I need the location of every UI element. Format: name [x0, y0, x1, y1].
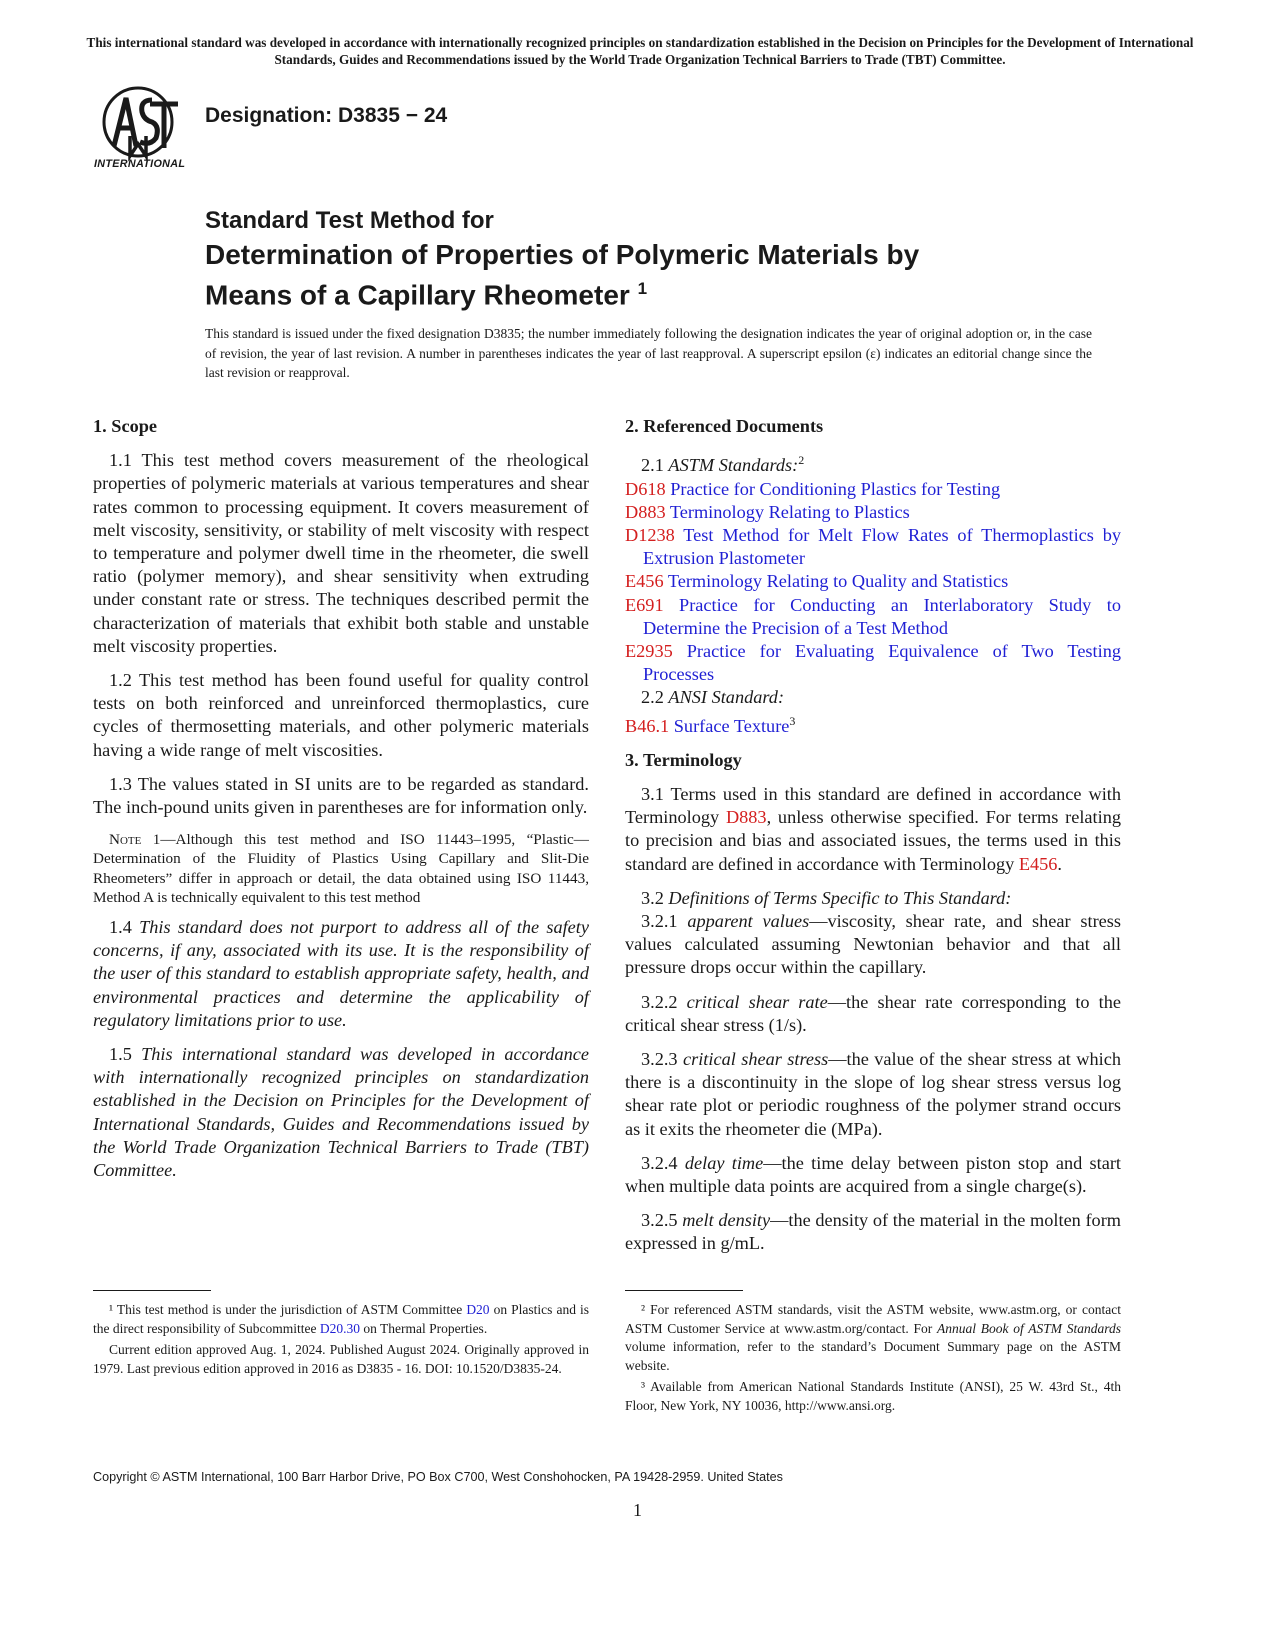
logo-text: INTERNATIONAL	[94, 158, 186, 170]
para-3-1-text-c: .	[1057, 853, 1062, 874]
referenced-heading: 2. Referenced Documents	[625, 416, 824, 436]
para-3-2	[625, 887, 1121, 910]
ref-item[interactable]	[625, 570, 1121, 593]
definition-text: —the density of the material in the molten form expressed in g/mL.	[625, 1210, 1121, 1254]
definition	[625, 1048, 1121, 1141]
footnote-2-text-b: volume information, refer to the standard’s Document Summary page on the ASTM website.	[625, 1339, 1121, 1373]
para-1-5-text: This international standard was developed in accordance with internationally recognized principles on standardization established in the Decision on Principles for the Development of International Standards, Guides and Recommendations issued by the World Trade Organization Technical Barriers to Trade (TBT) Committee.	[93, 1044, 589, 1181]
ansi-ref-code[interactable]: B46.1	[625, 715, 670, 736]
ansi-ref-title[interactable]: Surface Texture	[673, 715, 790, 736]
ref-title[interactable]: Terminology Relating to Plastics	[669, 501, 910, 522]
ref-code[interactable]: D1238	[625, 524, 675, 545]
para-1-4	[93, 916, 589, 1032]
definition-text: —the shear rate corresponding to the critical shear stress (1/s).	[625, 991, 1121, 1035]
ref-title[interactable]: Practice for Evaluating Equivalence of Two Testing Processes	[643, 640, 1121, 685]
definition-number: 3.2.3	[641, 1049, 683, 1070]
definition-term: delay time	[684, 1152, 764, 1173]
footnotes-right	[625, 1290, 1121, 1418]
ref-item[interactable]	[625, 640, 1121, 686]
definition-number: 3.2.4	[641, 1152, 685, 1173]
note-1-text: —Although this test method and ISO 11443–1995, “Plastic—Determination of the Fluidity of Plastics Using Capillary and Slit-Die Rheometers” differ in approach or detail, the data obtained using ISO 11443, Method A is technically equivalent to this test method	[93, 831, 589, 906]
title-line-2: Determination of Properties of Polymeric Materials by	[205, 239, 920, 270]
ref-title[interactable]: Terminology Relating to Quality and Statistics	[667, 571, 1009, 592]
ref-title[interactable]: Practice for Conducting an Interlaboratory Study to Determine the Precision of a Test Method	[643, 594, 1121, 638]
footnote-2	[625, 1301, 1121, 1375]
para-1-4-number: 1.4	[109, 917, 140, 938]
ref-title[interactable]: Practice for Conditioning Plastics for Testing	[670, 478, 1001, 499]
ref-item[interactable]	[625, 501, 1121, 524]
note-1-label: Note 1	[109, 831, 161, 849]
left-column	[93, 415, 589, 1193]
section-2-1-label: ASTM Standards:	[668, 455, 799, 476]
para-1-1: 1.1 This test method covers measurement of the rheological properties of polymeric materials at various temperatures and shear rates common to processing equipment. It covers measurement of melt viscosity, sensitivity, or stability of melt viscosity with respect to temperature and polymer dwell time in the rheometer, die swell ratio (polymer memory), and shear sensitivity when extruding under constant rate or stress. The techniques described permit the characterization of materials that exhibit both stable and unstable melt viscosity properties.	[93, 450, 589, 656]
para-1-5-number: 1.5	[109, 1044, 142, 1065]
ansi-footnote-mark: 3	[789, 713, 796, 728]
designation: Designation: D3835 − 24	[205, 104, 448, 127]
footnote-2-text-a: ² For referenced ASTM standards, visit the ASTM website, www.astm.org, or contact ASTM Customer Service at www.astm.org/contact. For	[625, 1302, 1121, 1336]
section-2-1-footnote-mark: 2	[798, 453, 805, 468]
para-1-4-text: This standard does not purport to address all of the safety concerns, if any, associated with its use. It is the responsibility of the user of this standard to establish appropriate safety, health, and environmental practices and determine the applicability of regulatory limitations prior to use.	[93, 917, 589, 1030]
scope-heading: 1. Scope	[93, 416, 157, 436]
footnote-2-italic: Annual Book of ASTM Standards	[936, 1320, 1121, 1336]
definition-term: critical shear rate	[686, 991, 828, 1012]
e456-link[interactable]: E456	[1018, 853, 1058, 874]
ref-item[interactable]	[625, 594, 1121, 640]
section-2-2-number: 2.2	[641, 687, 669, 708]
right-column	[625, 415, 1121, 1267]
definition-text: —the time delay between piston stop and start when multiple data points are acquired from a single charge(s).	[625, 1152, 1121, 1197]
ref-item[interactable]	[625, 524, 1121, 570]
title-footnote-mark: 1	[637, 279, 648, 298]
section-2-2	[625, 686, 1121, 709]
definition-term: melt density	[682, 1210, 771, 1231]
terminology-heading: 3. Terminology	[625, 749, 742, 770]
title-block	[205, 204, 1105, 312]
note-1	[93, 830, 589, 907]
footnote-1-edition: Current edition approved Aug. 1, 2024. Published August 2024. Originally approved in 1979. Last previous edition approved in 2016 as D3835 - 16. DOI: 10.1520/D3835-24.	[93, 1342, 589, 1376]
definition-number: 3.2.5	[641, 1210, 683, 1231]
para-1-2: 1.2 This test method has been found useful for quality control tests on both reinforced and unreinforced thermoplastics, cure cycles of thermosetting materials, and other polymeric materials having a wide range of melt viscosities.	[93, 670, 589, 760]
para-3-1-text-b: , unless otherwise specified. For terms relating to precision and bias and associated issues, the terms used in this standard are defined in accordance with Terminology	[625, 807, 1121, 874]
para-3-2-label: Definitions of Terms Specific to This Standard:	[668, 887, 1012, 908]
para-3-2-number: 3.2	[641, 887, 669, 908]
d883-link[interactable]: D883	[725, 807, 767, 828]
section-2-1	[625, 449, 1121, 477]
footnote-3: ³ Available from American National Standards Institute (ANSI), 25 W. 43rd St., 4th Floor, New York, NY 10036, http://www.ansi.org.	[625, 1379, 1121, 1413]
d20-link[interactable]: D20	[466, 1302, 490, 1317]
definition	[625, 910, 1121, 980]
ref-item[interactable]	[625, 478, 1121, 501]
astm-logo	[92, 84, 192, 180]
definition-term: apparent values	[687, 911, 810, 932]
para-1-3: 1.3 The values stated in SI units are to be regarded as standard. The inch-pound units given in parentheses are for information only.	[93, 773, 589, 818]
copyright: Copyright © ASTM International, 100 Barr Harbor Drive, PO Box C700, West Conshohocken, PA 19428-2959. United States	[93, 1470, 783, 1484]
ref-title[interactable]: Test Method for Melt Flow Rates of Thermoplastics by Extrusion Plastometer	[643, 524, 1121, 569]
para-3-1-text-a: 3.1 Terms used in this standard are defined in accordance with Terminology	[625, 784, 1121, 828]
definition-number: 3.2.1	[641, 911, 688, 932]
definition-text: —the value of the shear stress at which there is a discontinuity in the slope of log shear stress versus log shear rate plot or periodic roughness of the polymer strand occurs as it exits the rheometer die (MPa).	[625, 1049, 1121, 1139]
footnote-1-text-b: on Plastics and is the direct responsibility of Subcommittee	[93, 1302, 590, 1336]
issue-note: This standard is issued under the fixed designation D3835; the number immediately following the designation indicates the year of original adoption or, in the case of revision, the year of last revision. A number in parentheses indicates the year of last reapproval. A superscript epsilon (ε) indicates an editorial change since the last revision or reapproval.	[205, 326, 1092, 380]
ref-code[interactable]: D618	[625, 478, 666, 499]
ref-code[interactable]: E456	[625, 571, 664, 592]
para-1-5	[93, 1043, 589, 1182]
ref-code[interactable]: E691	[625, 594, 664, 615]
definition	[625, 1152, 1121, 1198]
footnote-1	[93, 1301, 589, 1338]
title-line-3: Means of a Capillary Rheometer	[205, 279, 630, 311]
footnote-1-text-a: ¹ This test method is under the jurisdiction of ASTM Committee	[109, 1302, 467, 1317]
definition-text: —viscosity, shear rate, and shear stress values calculated assuming Newtonian behavior and that all pressure drops occur within the capillary.	[625, 911, 1122, 978]
section-2-1-number: 2.1	[641, 455, 669, 476]
definition	[625, 991, 1121, 1037]
page-number: 1	[633, 1500, 642, 1520]
title-line-1: Standard Test Method for	[205, 207, 494, 234]
para-3-1	[625, 783, 1121, 876]
footnotes-left	[93, 1290, 589, 1381]
ref-code[interactable]: E2935	[625, 640, 673, 661]
footnote-1-text-c: on Thermal Properties.	[359, 1320, 488, 1336]
definition	[625, 1209, 1121, 1255]
definition-number: 3.2.2	[641, 991, 687, 1012]
ansi-ref-item[interactable]	[625, 710, 1121, 738]
definition-term: critical shear stress	[682, 1049, 829, 1070]
section-2-2-label: ANSI Standard:	[668, 687, 785, 708]
d20-30-link[interactable]: D20.30	[319, 1320, 360, 1336]
ref-code[interactable]: D883	[625, 501, 666, 522]
top-notice: This international standard was developed in accordance with internationally recognized principles on standardization established in the Decision on Principles for the Development of International Standards, Guides and Recommendations issued by the World Trade Organization Technical Barriers to Trade (TBT) Committee.	[86, 35, 1194, 67]
